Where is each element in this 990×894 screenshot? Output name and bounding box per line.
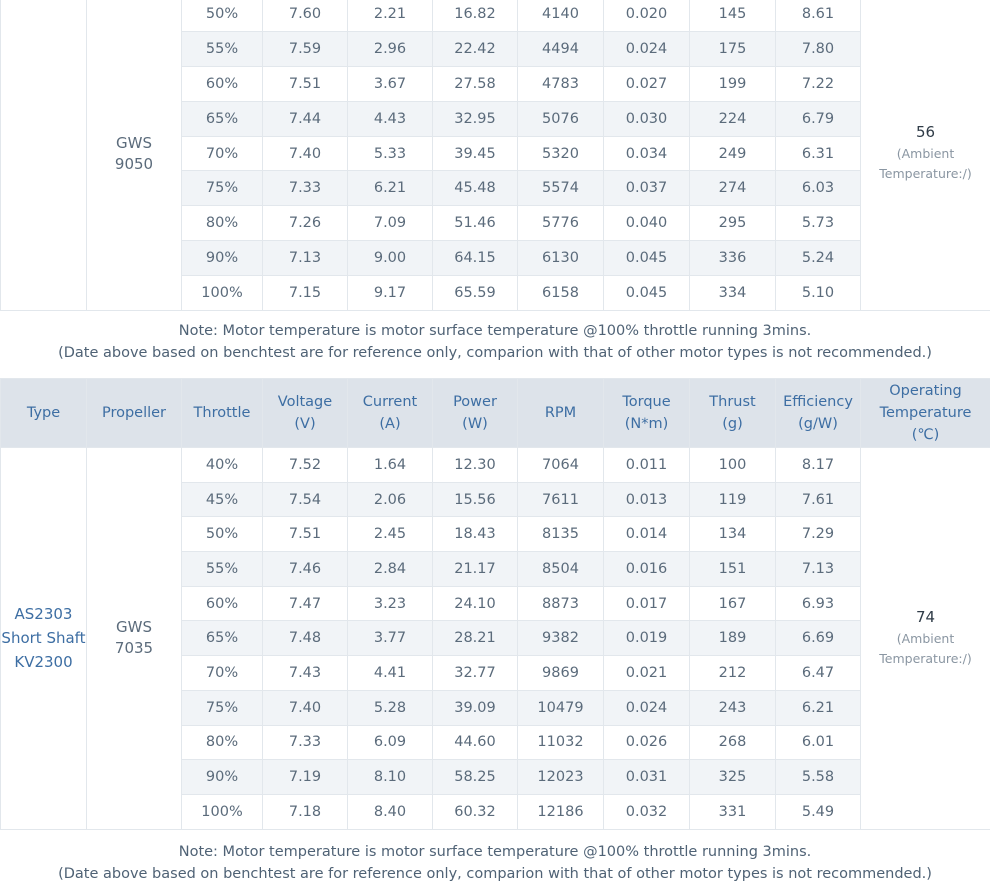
header-thrust: Thrust (g)	[690, 379, 776, 448]
throttle-cell: 55%	[182, 552, 263, 587]
voltage-cell: 7.59	[263, 31, 348, 66]
motor-type-cell: AS2303 Short Shaft KV2300	[1, 448, 87, 830]
table-row	[1, 448, 990, 483]
power-cell: 51.46	[433, 206, 518, 241]
header-type: Type	[1, 379, 87, 448]
operating-temperature-cell	[861, 0, 990, 311]
voltage-cell: 7.15	[263, 276, 348, 311]
efficiency-cell: 7.22	[776, 66, 861, 101]
current-cell: 9.00	[348, 241, 433, 276]
power-cell: 58.25	[433, 760, 518, 795]
thrust-cell: 295	[690, 206, 776, 241]
thrust-cell: 334	[690, 276, 776, 311]
rpm-cell: 6158	[518, 276, 604, 311]
throttle-cell: 100%	[182, 276, 263, 311]
throttle-cell: 45%	[182, 482, 263, 517]
rpm-cell: 7611	[518, 482, 604, 517]
current-cell: 4.43	[348, 101, 433, 136]
throttle-cell: 90%	[182, 760, 263, 795]
torque-cell: 0.040	[604, 206, 690, 241]
voltage-cell: 7.40	[263, 690, 348, 725]
power-cell: 28.21	[433, 621, 518, 656]
throttle-cell: 70%	[182, 136, 263, 171]
thrust-cell: 224	[690, 101, 776, 136]
throttle-cell: 65%	[182, 621, 263, 656]
voltage-cell: 7.54	[263, 482, 348, 517]
current-cell: 4.41	[348, 656, 433, 691]
torque-cell: 0.037	[604, 171, 690, 206]
current-cell: 2.84	[348, 552, 433, 587]
power-cell: 12.30	[433, 448, 518, 483]
table-body	[1, 448, 990, 830]
current-cell: 2.06	[348, 482, 433, 517]
efficiency-cell: 6.69	[776, 621, 861, 656]
torque-cell: 0.019	[604, 621, 690, 656]
rpm-cell: 4140	[518, 0, 604, 31]
efficiency-cell: 7.13	[776, 552, 861, 587]
torque-cell: 0.011	[604, 448, 690, 483]
thrust-cell: 274	[690, 171, 776, 206]
note-line-2: (Date above based on benchtest are for reference only, comparion with that of other motor types is not recommended.)	[58, 345, 932, 361]
current-cell: 2.96	[348, 31, 433, 66]
ambient-temperature-note: (Ambient Temperature:/)	[879, 630, 972, 666]
throttle-cell: 60%	[182, 66, 263, 101]
rpm-cell: 8873	[518, 586, 604, 621]
efficiency-cell: 7.80	[776, 31, 861, 66]
efficiency-cell: 8.17	[776, 448, 861, 483]
current-cell: 6.21	[348, 171, 433, 206]
current-cell: 9.17	[348, 276, 433, 311]
torque-cell: 0.016	[604, 552, 690, 587]
header-voltage: Voltage (V)	[263, 379, 348, 448]
voltage-cell: 7.44	[263, 101, 348, 136]
power-cell: 64.15	[433, 241, 518, 276]
thrust-cell: 134	[690, 517, 776, 552]
torque-cell: 0.032	[604, 794, 690, 829]
voltage-cell: 7.40	[263, 136, 348, 171]
test-data-table-gws-7035	[0, 378, 990, 830]
thrust-cell: 100	[690, 448, 776, 483]
voltage-cell: 7.18	[263, 794, 348, 829]
efficiency-cell: 5.10	[776, 276, 861, 311]
voltage-cell: 7.13	[263, 241, 348, 276]
power-cell: 15.56	[433, 482, 518, 517]
power-cell: 60.32	[433, 794, 518, 829]
power-cell: 32.95	[433, 101, 518, 136]
efficiency-cell: 7.29	[776, 517, 861, 552]
thrust-cell: 189	[690, 621, 776, 656]
current-cell: 1.64	[348, 448, 433, 483]
voltage-cell: 7.52	[263, 448, 348, 483]
throttle-cell: 80%	[182, 725, 263, 760]
rpm-cell: 5076	[518, 101, 604, 136]
efficiency-cell: 5.73	[776, 206, 861, 241]
operating-temperature-cell	[861, 448, 990, 830]
current-cell: 3.67	[348, 66, 433, 101]
header-power: Power (W)	[433, 379, 518, 448]
thrust-cell: 167	[690, 586, 776, 621]
torque-cell: 0.031	[604, 760, 690, 795]
torque-cell: 0.017	[604, 586, 690, 621]
note-line-1: Note: Motor temperature is motor surface temperature @100% throttle running 3mins.	[178, 844, 812, 860]
efficiency-cell: 5.49	[776, 794, 861, 829]
rpm-cell: 8504	[518, 552, 604, 587]
current-cell: 6.09	[348, 725, 433, 760]
voltage-cell: 7.51	[263, 66, 348, 101]
rpm-cell: 4494	[518, 31, 604, 66]
table-header-row	[1, 379, 990, 448]
power-cell: 39.09	[433, 690, 518, 725]
efficiency-cell: 7.61	[776, 482, 861, 517]
efficiency-cell: 6.01	[776, 725, 861, 760]
power-cell: 65.59	[433, 276, 518, 311]
efficiency-cell: 6.31	[776, 136, 861, 171]
current-cell: 8.10	[348, 760, 433, 795]
thrust-cell: 336	[690, 241, 776, 276]
power-cell: 32.77	[433, 656, 518, 691]
note-line-1: Note: Motor temperature is motor surface temperature @100% throttle running 3mins.	[178, 323, 812, 339]
rpm-cell: 6130	[518, 241, 604, 276]
current-cell: 8.40	[348, 794, 433, 829]
voltage-cell: 7.33	[263, 725, 348, 760]
benchtest-note	[0, 320, 990, 364]
header-throttle: Throttle	[182, 379, 263, 448]
power-cell: 24.10	[433, 586, 518, 621]
torque-cell: 0.034	[604, 136, 690, 171]
rpm-cell: 8135	[518, 517, 604, 552]
voltage-cell: 7.48	[263, 621, 348, 656]
throttle-cell: 60%	[182, 586, 263, 621]
rpm-cell: 7064	[518, 448, 604, 483]
current-cell: 7.09	[348, 206, 433, 241]
throttle-cell: 70%	[182, 656, 263, 691]
thrust-cell: 175	[690, 31, 776, 66]
table-body	[1, 0, 990, 311]
efficiency-cell: 6.47	[776, 656, 861, 691]
header-propeller: Propeller	[87, 379, 182, 448]
header-current: Current (A)	[348, 379, 433, 448]
throttle-cell: 50%	[182, 0, 263, 31]
thrust-cell: 243	[690, 690, 776, 725]
current-cell: 5.28	[348, 690, 433, 725]
efficiency-cell: 5.24	[776, 241, 861, 276]
power-cell: 27.58	[433, 66, 518, 101]
power-cell: 18.43	[433, 517, 518, 552]
rpm-cell: 4783	[518, 66, 604, 101]
temperature-value: 74	[915, 607, 936, 626]
torque-cell: 0.030	[604, 101, 690, 136]
torque-cell: 0.027	[604, 66, 690, 101]
current-cell: 3.77	[348, 621, 433, 656]
ambient-temperature-note: (Ambient Temperature:/)	[879, 146, 972, 181]
voltage-cell: 7.60	[263, 0, 348, 31]
efficiency-cell: 6.93	[776, 586, 861, 621]
power-cell: 45.48	[433, 171, 518, 206]
torque-cell: 0.045	[604, 241, 690, 276]
current-cell: 2.45	[348, 517, 433, 552]
rpm-cell: 9869	[518, 656, 604, 691]
table-row	[1, 0, 990, 31]
rpm-cell: 5320	[518, 136, 604, 171]
throttle-cell: 75%	[182, 171, 263, 206]
thrust-cell: 199	[690, 66, 776, 101]
header-operating-temperature: Operating Temperature (℃)	[861, 379, 990, 448]
efficiency-cell: 6.79	[776, 101, 861, 136]
power-cell: 21.17	[433, 552, 518, 587]
note-line-2: (Date above based on benchtest are for reference only, comparion with that of other motor types is not recommended.)	[58, 866, 932, 882]
power-cell: 39.45	[433, 136, 518, 171]
throttle-cell: 80%	[182, 206, 263, 241]
thrust-cell: 325	[690, 760, 776, 795]
power-cell: 44.60	[433, 725, 518, 760]
propeller-cell: GWS 7035	[87, 448, 182, 830]
rpm-cell: 11032	[518, 725, 604, 760]
throttle-cell: 90%	[182, 241, 263, 276]
torque-cell: 0.021	[604, 656, 690, 691]
current-cell: 5.33	[348, 136, 433, 171]
efficiency-cell: 6.03	[776, 171, 861, 206]
thrust-cell: 151	[690, 552, 776, 587]
motor-type-cell	[1, 0, 87, 311]
throttle-cell: 100%	[182, 794, 263, 829]
propeller-cell: GWS 9050	[87, 0, 182, 311]
current-cell: 2.21	[348, 0, 433, 31]
throttle-cell: 55%	[182, 31, 263, 66]
rpm-cell: 10479	[518, 690, 604, 725]
header-torque: Torque (N*m)	[604, 379, 690, 448]
voltage-cell: 7.51	[263, 517, 348, 552]
torque-cell: 0.020	[604, 0, 690, 31]
throttle-cell: 40%	[182, 448, 263, 483]
efficiency-cell: 5.58	[776, 760, 861, 795]
voltage-cell: 7.43	[263, 656, 348, 691]
thrust-cell: 331	[690, 794, 776, 829]
rpm-cell: 5574	[518, 171, 604, 206]
power-cell: 22.42	[433, 31, 518, 66]
efficiency-cell: 6.21	[776, 690, 861, 725]
thrust-cell: 145	[690, 0, 776, 31]
voltage-cell: 7.47	[263, 586, 348, 621]
thrust-cell: 268	[690, 725, 776, 760]
benchtest-note	[0, 841, 990, 885]
throttle-cell: 65%	[182, 101, 263, 136]
thrust-cell: 212	[690, 656, 776, 691]
rpm-cell: 12023	[518, 760, 604, 795]
thrust-cell: 249	[690, 136, 776, 171]
rpm-cell: 5776	[518, 206, 604, 241]
test-data-table-gws-9050	[0, 0, 990, 311]
header-rpm: RPM	[518, 379, 604, 448]
throttle-cell: 75%	[182, 690, 263, 725]
torque-cell: 0.026	[604, 725, 690, 760]
torque-cell: 0.024	[604, 31, 690, 66]
voltage-cell: 7.33	[263, 171, 348, 206]
voltage-cell: 7.46	[263, 552, 348, 587]
voltage-cell: 7.19	[263, 760, 348, 795]
current-cell: 3.23	[348, 586, 433, 621]
throttle-cell: 50%	[182, 517, 263, 552]
rpm-cell: 12186	[518, 794, 604, 829]
rpm-cell: 9382	[518, 621, 604, 656]
power-cell: 16.82	[433, 0, 518, 31]
torque-cell: 0.013	[604, 482, 690, 517]
torque-cell: 0.045	[604, 276, 690, 311]
torque-cell: 0.014	[604, 517, 690, 552]
thrust-cell: 119	[690, 482, 776, 517]
header-efficiency: Efficiency (g/W)	[776, 379, 861, 448]
torque-cell: 0.024	[604, 690, 690, 725]
efficiency-cell: 8.61	[776, 0, 861, 31]
temperature-value: 56	[915, 123, 936, 141]
voltage-cell: 7.26	[263, 206, 348, 241]
